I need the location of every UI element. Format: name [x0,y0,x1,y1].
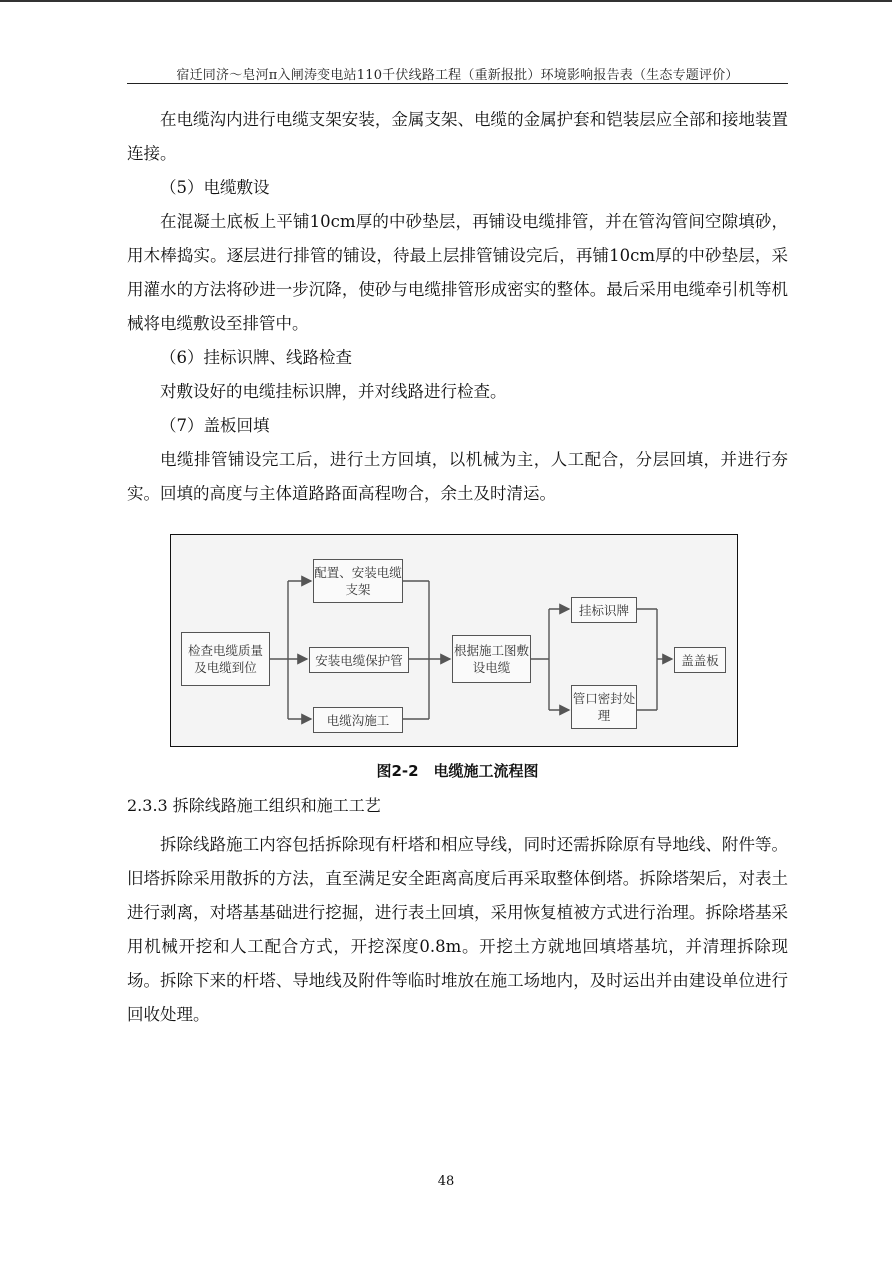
body-text-lower [127,828,788,1032]
flow-node-place-cover: 盖盖板 [674,647,726,673]
figure-caption: 图2-2 电缆施工流程图 [376,762,539,780]
section-heading: 2.3.3 拆除线路施工组织和施工工艺 [127,796,381,815]
flow-node-lay-cable: 根据施工图敷设电缆 [452,635,531,683]
top-border-line [0,0,892,2]
flow-node-check-cable: 检查电缆质量及电缆到位 [181,632,270,686]
paragraph-backfill: 电缆排管铺设完工后，进行土方回填，以机械为主，人工配合，分层回填，并进行夯实。回填的高度与主体道路路面高程吻合，余土及时清运。 [127,450,788,503]
page-header: 宿迁同济～皂河π入闸涛变电站110千伏线路工程（重新报批）环境影响报告表（生态专题评价） [176,68,739,83]
flow-node-install-bracket: 配置、安装电缆支架 [313,559,403,603]
item-7-heading: （7）盖板回填 [160,416,270,435]
flow-node-install-protection-pipe: 安装电缆保护管 [309,647,409,673]
flow-node-seal-pipe: 管口密封处理 [571,685,637,729]
paragraph-sign-check: 对敷设好的电缆挂标识牌，并对线路进行检查。 [160,382,507,401]
body-text-upper [127,103,788,511]
paragraph-dismantle: 拆除线路施工内容包括拆除现有杆塔和相应导线，同时还需拆除原有导地线、附件等。旧塔拆除采用散拆的方法，直至满足安全距离高度后再采取整体倒塔。拆除塔架后，对表土进行剥离，对塔基基础进行挖掘，进行表土回填，采用恢复植被方式进行治理。拆除塔基采用机械开挖和人工配合方式，开挖深度0.8m。开挖土方就地回填塔基坑，并清理拆除现场。拆除下来的杆塔、导地线及附件等临时堆放在施工场地内，及时运出并由建设单位进行回收处理。 [127,835,788,1024]
page-number: 48 [437,1174,455,1189]
header-rule [127,83,788,84]
cable-construction-flowchart [170,534,738,747]
item-6-heading: （6）挂标识牌、线路检查 [160,348,352,367]
item-5-heading: （5）电缆敷设 [160,178,270,197]
flow-node-trench-construction: 电缆沟施工 [313,707,403,733]
flow-node-hang-sign: 挂标识牌 [571,597,637,623]
paragraph-cable-laying: 在混凝土底板上平铺10cm厚的中砂垫层，再铺设电缆排管，并在管沟管间空隙填砂，用木棒捣实。逐层进行排管的铺设，待最上层排管铺设完后，再铺10cm厚的中砂垫层，采用灌水的方法将砂进一步沉降，使砂与电缆排管形成密实的整体。最后采用电缆牵引机等机械将电缆敷设至排管中。 [127,212,788,333]
paragraph-bracket-install: 在电缆沟内进行电缆支架安装，金属支架、电缆的金属护套和铠装层应全部和接地装置连接。 [127,110,788,163]
